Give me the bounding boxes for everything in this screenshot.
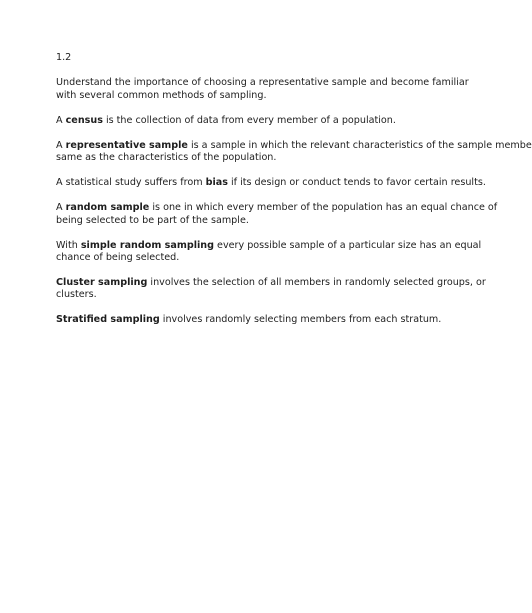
text-run: A [56,202,66,214]
text-run: if its design or conduct tends to favor certain results. [227,177,486,189]
paragraph [56,240,516,265]
text-line [56,289,516,301]
text-line [56,314,516,326]
text-run: involves the selection of all members in randomly selected groups, or [147,277,486,289]
text-run: is a sample in which the relevant characteristics of the sample membe [187,139,532,151]
text-line [56,152,516,164]
paragraph [56,202,516,227]
text-run: Understand the importance of choosing a representative sample and become familiar [56,77,469,89]
text-run: with several common methods of sampling. [56,89,267,101]
paragraph [56,115,516,127]
term: representative sample [65,139,188,151]
section-number: 1.2 [56,52,72,63]
text-run: involves randomly selecting members from each stratum. [159,314,442,326]
text-run: A [56,114,66,126]
paragraph [56,139,532,165]
text-run: is the collection of data from every member of a population. [102,114,396,126]
text-run: chance of being selected. [56,252,180,264]
text-line [56,90,516,102]
text-run: A [56,139,66,151]
text-line [56,252,516,264]
text-line [56,215,516,227]
text-line [56,277,516,289]
text-line [56,77,516,89]
term: Stratified sampling [56,314,160,326]
paragraph [56,77,516,102]
text-line [56,177,516,189]
term: census [65,114,103,126]
text-run: A statistical study suffers from [56,177,206,189]
term: random sample [65,202,150,214]
text-run: With [56,239,81,251]
text-run: same as the characteristics of the population. [56,152,277,164]
definitions-list [56,77,532,326]
text-line [56,115,516,127]
text-run: every possible sample of a particular size has an equal [214,239,482,251]
term: Cluster sampling [56,277,148,289]
text-run: is one in which every member of the population has an equal chance of [149,202,498,214]
text-line [56,240,516,252]
term: simple random sampling [80,239,214,251]
document-body [56,52,532,339]
text-run: clusters. [56,289,97,301]
text-line [56,139,532,152]
text-run: being selected to be part of the sample. [56,214,249,226]
text-line [56,202,516,214]
paragraph [56,177,516,189]
paragraph [56,314,516,326]
paragraph [56,277,516,302]
term: bias [205,177,228,189]
